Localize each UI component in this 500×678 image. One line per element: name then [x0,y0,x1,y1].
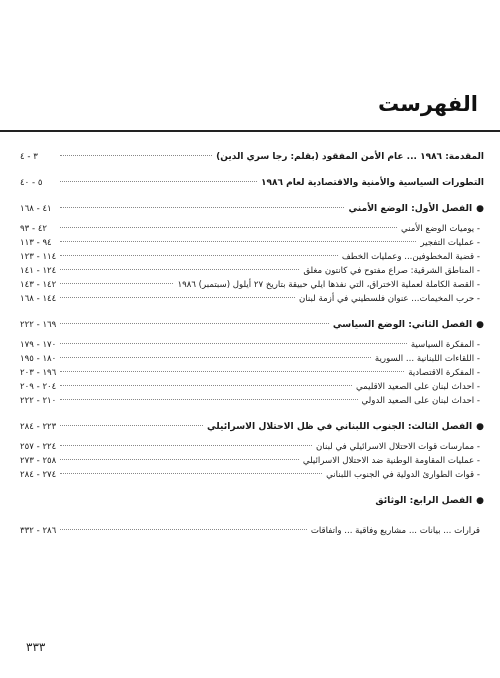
dot-leader [60,357,371,358]
table-of-contents [20,150,484,538]
toc-page-range: ٢٧٤ - ٢٨٤ [20,470,57,480]
toc-page-range: ٢٥٨ - ٢٧٣ [20,456,57,466]
toc-page-range: ٢٠٤ - ٢٠٩ [20,382,57,392]
toc-chapter-3[interactable] [20,420,484,434]
dot-leader [60,207,344,208]
bullet-icon: ● [476,422,484,432]
toc-entry-intro[interactable] [20,150,484,164]
toc-entry[interactable] [20,236,484,250]
toc-page-range: ٢٢٣ - ٢٨٤ [20,422,57,432]
bullet-icon: ● [476,320,484,330]
toc-page-range: ١٧٠ - ١٧٩ [20,340,57,350]
toc-entry-overview[interactable] [20,176,484,190]
dot-leader [60,399,357,400]
toc-chapter-title: ●الفصل الثاني: الوضع السياسي [332,319,484,330]
dot-leader [60,181,257,182]
toc-page-range: ٣ - ٤ [20,152,38,162]
toc-entry-title: - احداث لبنان على الصعيد الاقليمي [356,382,480,392]
toc-page-range: ١١٤ - ١٢٣ [20,252,57,262]
toc-entry[interactable] [20,222,484,236]
toc-entry-title: - المفكرة السياسية [410,340,480,350]
toc-chapter-title: ●الفصل الرابع: الوثائق [375,495,484,506]
dot-leader [60,445,312,446]
toc-page-range: ٤٢ - ٩٣ [20,224,48,234]
toc-entry[interactable] [20,380,484,394]
dot-leader [60,241,416,242]
toc-page-range: ١٦٩ - ٢٢٢ [20,320,57,330]
toc-page-range: ٩٤ - ١١٣ [20,238,52,248]
toc-entry-title: - قضية المخطوفين... وعمليات الخطف [341,252,480,262]
toc-entry-title: - المفكرة الاقتصادية [408,368,480,378]
toc-entry[interactable] [20,440,484,454]
dot-leader [60,255,338,256]
toc-chapter-title: ●الفصل الأول: الوضع الأمني [348,203,484,214]
toc-entry-title: - قوات الطوارئ الدولية في الجنوب اللبناني [326,470,480,480]
toc-page-range: ٤١ - ١٦٨ [20,204,52,214]
dot-leader [60,269,299,270]
toc-entry[interactable] [20,352,484,366]
dot-leader [60,343,407,344]
toc-entry[interactable] [20,338,484,352]
dot-leader [60,425,203,426]
toc-entry-title: - يوميات الوضع الأمني [401,224,480,234]
page-number: ٣٣٣ [26,640,46,654]
bullet-icon: ● [476,204,484,214]
toc-page-range: ٢٢٤ - ٢٥٧ [20,442,57,452]
toc-entry[interactable] [20,366,484,380]
dot-leader [60,371,404,372]
toc-entry[interactable] [20,524,484,538]
toc-entry[interactable] [20,394,484,408]
dot-leader [60,155,212,156]
toc-page-range: ١٨٠ - ١٩٥ [20,354,57,364]
dot-leader [60,459,299,460]
toc-chapter-1[interactable] [20,202,484,216]
toc-page-range: ٢١٠ - ٢٢٢ [20,396,57,406]
bullet-icon: ● [476,496,484,506]
toc-page-range: ١٩٦ - ٢٠٣ [20,368,57,378]
toc-page-range: ١٢٤ - ١٤١ [20,266,57,276]
toc-entry-title: - حرب المخيمات... عنوان فلسطيني في أزمة لبنان [299,294,480,304]
toc-chapter-2[interactable] [20,318,484,332]
toc-entry[interactable] [20,264,484,278]
toc-entry-title: المقدمة: ١٩٨٦ ... عام الأمن المفقود (بقلم: رجا سري الدين) [216,152,484,162]
toc-chapter-4[interactable] [20,494,484,508]
toc-entry[interactable] [20,468,484,482]
toc-page-range: ٥ - ٤٠ [20,178,43,188]
toc-entry-title: - ممارسات قوات الاحتلال الاسرائيلي في لبنان [316,442,480,452]
dot-leader [60,297,295,298]
toc-chapter-title: ●الفصل الثالث: الجنوب اللبناني في ظل الاحتلال الاسرائيلي [207,421,484,432]
page-title: الفهرست [377,92,478,116]
toc-page-range: ١٤٢ - ١٤٣ [20,280,57,290]
toc-entry-title: - عمليات المقاومة الوطنية ضد الاحتلال الاسرائيلي [302,456,480,466]
toc-entry-title: - احداث لبنان على الصعيد الدولي [361,396,480,406]
toc-entry[interactable] [20,278,484,292]
dot-leader [60,283,173,284]
toc-entry-title: - عمليات التفجير [420,238,480,248]
toc-entry-title: التطورات السياسية والأمنية والاقتصادية لعام ١٩٨٦ [260,178,484,188]
toc-entry-title: - اللقاءات اللبنانية ... السورية [374,354,480,364]
toc-entry-title: - القصة الكاملة لعملية الاختراق، التي نفذها ايلي حبيقة بتاريخ ٢٧ أيلول (سبتمبر) ١٩٨٦ [177,280,480,290]
toc-entry[interactable] [20,454,484,468]
dot-leader [60,323,329,324]
dot-leader [60,227,397,228]
toc-entry[interactable] [20,292,484,306]
toc-entry-title: قرارات ... بيانات ... مشاريع وفاقية ... واتفاقات [310,526,480,536]
toc-page-range: ٢٨٦ - ٣٣٢ [20,526,57,536]
dot-leader [60,473,322,474]
toc-entry-title: - المناطق الشرقية: صراع مفتوح في كانتون مغلق [303,266,480,276]
title-divider [0,130,500,132]
toc-entry[interactable] [20,250,484,264]
dot-leader [60,529,307,530]
dot-leader [60,385,352,386]
toc-page-range: ١٤٤ - ١٦٨ [20,294,57,304]
